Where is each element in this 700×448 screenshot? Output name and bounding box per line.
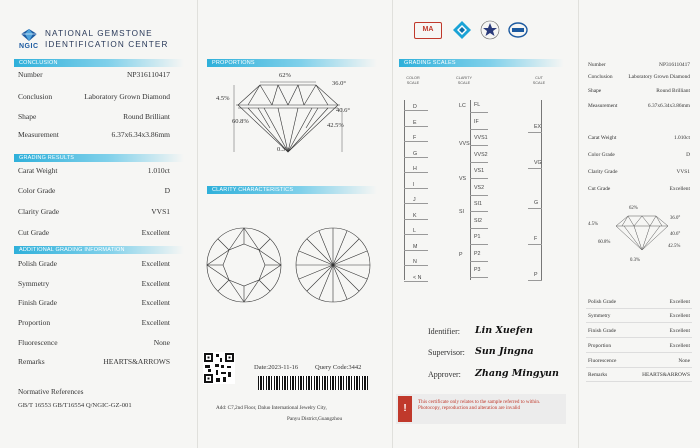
row-value: Excellent xyxy=(669,299,690,305)
row-value: VVS1 xyxy=(151,207,170,216)
table-row xyxy=(18,92,170,101)
cma-badge xyxy=(414,22,442,39)
row-label: Conclusion xyxy=(588,74,613,80)
color-grade-label: L xyxy=(413,228,416,234)
row-divider xyxy=(586,308,692,309)
summary-row xyxy=(588,328,690,334)
row-label: Symmetry xyxy=(18,279,50,288)
section-grading-scales: GRADING SCALES xyxy=(399,59,564,67)
clarity-grade-label: FL xyxy=(474,102,481,108)
crown-view-diagram xyxy=(204,225,284,310)
prop-crown-height: 4.5% xyxy=(216,95,230,102)
clarity-grade-label: P2 xyxy=(474,250,481,257)
brand-title-line2: IDENTIFICATION CENTER xyxy=(45,40,169,49)
table-row xyxy=(18,130,170,139)
clarity-grade-label: SI1 xyxy=(474,201,482,207)
signature-label: Supervisor: xyxy=(428,348,465,357)
row-label: Clarity Grade xyxy=(588,169,618,175)
clarity-scale-tick xyxy=(470,178,488,179)
row-divider xyxy=(586,322,692,323)
row-value: 1.010ct xyxy=(673,135,690,141)
color-grade-label: E xyxy=(413,119,417,126)
color-scale-tick xyxy=(404,234,428,235)
summary-proportions-diagram xyxy=(612,212,672,257)
table-row xyxy=(18,228,170,237)
row-label: Finish Grade xyxy=(18,298,57,307)
clarity-main-label: P xyxy=(459,252,463,258)
row-label: Number xyxy=(588,62,606,68)
brand-abbr: NGIC xyxy=(19,43,39,50)
row-divider xyxy=(586,367,692,368)
clarity-scale-head: CLARITY SCALE xyxy=(455,76,473,85)
row-value: Excellent xyxy=(141,259,170,268)
summary-row xyxy=(588,88,690,94)
color-scale-tick xyxy=(404,281,428,282)
summary-row xyxy=(588,74,690,80)
table-row xyxy=(18,298,170,307)
summary-row xyxy=(588,358,690,364)
clarity-grade-label: IF xyxy=(474,118,479,125)
row-value: Excellent xyxy=(141,228,170,237)
row-label: Clarity Grade xyxy=(18,207,60,216)
color-scale-tick xyxy=(404,157,428,158)
clarity-grade-label: VS1 xyxy=(474,168,485,174)
table-row xyxy=(18,207,170,216)
row-value: HEARTS&ARROWS xyxy=(103,357,170,366)
prop-crown-angle: 36.0° xyxy=(332,80,346,87)
barcode xyxy=(258,376,368,390)
clarity-scale-tick xyxy=(470,261,488,262)
signature-name: Lin Xuefen xyxy=(475,325,533,336)
table-row xyxy=(18,112,170,121)
sum-prop-pavilion-depth: 42.5% xyxy=(668,244,681,249)
row-value: None xyxy=(678,358,690,364)
row-value: NP316110417 xyxy=(126,70,170,79)
row-value: VVS1 xyxy=(676,169,690,175)
row-label: Finish Grade xyxy=(588,328,616,334)
color-scale-tick xyxy=(404,110,428,111)
row-value: NP316110417 xyxy=(659,62,690,68)
color-grade-label: < N xyxy=(413,274,422,281)
brand-title-line1: NATIONAL GEMSTONE xyxy=(45,29,153,38)
color-scale-head: COLOR SCALE xyxy=(406,76,420,85)
normative-title: Normative References xyxy=(18,387,84,396)
table-row xyxy=(18,70,170,79)
qr-code-icon xyxy=(203,352,235,389)
color-grade-label: F xyxy=(413,135,417,141)
summary-row xyxy=(588,135,690,141)
sum-prop-table: 62% xyxy=(629,206,638,211)
clarity-scale-tick xyxy=(470,129,488,130)
row-label: Cut Grade xyxy=(18,228,50,237)
sum-prop-total-depth: 60.8% xyxy=(598,240,611,245)
sum-prop-crown-angle: 36.0° xyxy=(670,216,681,221)
summary-row xyxy=(588,152,690,158)
address-line2: Panyu District,Guangzhou xyxy=(287,416,343,422)
clarity-grade-label: VS2 xyxy=(474,184,485,191)
color-scale-tick xyxy=(404,188,428,189)
color-scale-tick xyxy=(404,141,428,142)
clarity-scale-tick xyxy=(470,162,488,163)
cut-scale-tick xyxy=(528,244,542,245)
clarity-main-label: LC xyxy=(459,103,466,109)
color-scale-tick xyxy=(404,250,428,251)
table-row xyxy=(18,259,170,268)
cut-grade-label: EX xyxy=(534,124,542,130)
clarity-scale-tick xyxy=(470,211,488,212)
row-label: Number xyxy=(18,70,43,79)
signature-name: Zhang Mingyun xyxy=(475,368,559,379)
row-label: Measurement xyxy=(18,130,59,139)
summary-row xyxy=(588,103,690,109)
signature-label: Approver: xyxy=(428,370,461,379)
clarity-scale-tick xyxy=(470,112,488,113)
row-label: Conclusion xyxy=(18,92,53,101)
summary-row xyxy=(588,186,690,192)
row-value: Excellent xyxy=(141,279,170,288)
clarity-scale-tick xyxy=(470,195,488,196)
row-value: Round Brilliant xyxy=(123,112,170,121)
color-scale-tick xyxy=(404,203,428,204)
summary-row xyxy=(588,313,690,319)
color-scale-tick xyxy=(404,126,428,127)
row-label: Symmetry xyxy=(588,313,611,319)
row-label: Remarks xyxy=(18,357,45,366)
address-line1: Add: C7,2nd Floor, Daluo International Jewelry City, xyxy=(216,405,327,411)
row-label: Carat Weight xyxy=(588,135,617,141)
clarity-grade-label: VVS1 xyxy=(474,135,488,141)
table-row xyxy=(18,279,170,288)
row-value: Excellent xyxy=(669,186,690,192)
warning-icon: ! xyxy=(398,396,412,422)
star-badge-icon xyxy=(480,20,500,45)
clarity-scale-tick xyxy=(470,244,488,245)
row-value: Laboratory Grown Diamond xyxy=(628,74,690,80)
cut-scale-tick xyxy=(528,168,542,169)
pavilion-view-diagram xyxy=(293,225,373,310)
clarity-scale-tick xyxy=(470,145,488,146)
table-row xyxy=(18,338,170,347)
summary-row xyxy=(588,299,690,305)
section-additional: ADDITIONAL GRADING INFORMATION xyxy=(14,246,184,254)
row-label: Proportion xyxy=(588,343,612,349)
prop-pavilion-angle: 40.6° xyxy=(336,107,350,114)
sum-prop-crown-height: 4.5% xyxy=(588,222,598,227)
cut-scale-line xyxy=(541,100,542,280)
clarity-scale-line xyxy=(470,100,471,280)
row-divider xyxy=(586,337,692,338)
color-scale-tick xyxy=(404,172,428,173)
row-value: 6.37x6.34x3.86mm xyxy=(111,130,170,139)
row-label: Shape xyxy=(588,88,602,94)
fold-line xyxy=(197,0,198,448)
summary-row xyxy=(588,169,690,175)
color-scale-tick xyxy=(404,219,428,220)
color-grade-label: D xyxy=(413,104,417,110)
sum-prop-pavilion-angle: 40.6° xyxy=(670,232,681,237)
row-value: Excellent xyxy=(141,298,170,307)
row-value: Laboratory Grown Diamond xyxy=(84,92,170,101)
clarity-grade-label: VVS2 xyxy=(474,151,488,158)
row-value: 6.37x6.34x3.86mm xyxy=(647,103,690,109)
row-value: Excellent xyxy=(669,328,690,334)
table-row xyxy=(18,318,170,327)
clarity-main-label: SI xyxy=(459,209,465,215)
table-row xyxy=(18,357,170,366)
row-label: Shape xyxy=(18,112,37,121)
notice-text: This certificate only relates to the sample referred to within. Photocopy, reproduction and alteration are invalid xyxy=(418,399,541,411)
clarity-grade-label: SI2 xyxy=(474,217,482,224)
cut-scale-tick xyxy=(528,132,542,133)
row-value: Round Brilliant xyxy=(656,88,690,94)
sum-prop-culet: 0.3% xyxy=(630,258,640,263)
color-grade-label: K xyxy=(413,212,417,219)
clarity-main-label: VVS xyxy=(459,141,470,147)
section-proportions: PROPORTIONS xyxy=(207,59,377,67)
cut-grade-label: VG xyxy=(534,160,542,166)
row-value: HEARTS&ARROWS xyxy=(642,372,690,378)
color-grade-label: G xyxy=(413,150,418,157)
row-value: D xyxy=(164,186,170,195)
row-value: 1.010ct xyxy=(147,166,170,175)
signature-name: Sun Jingna xyxy=(475,346,534,357)
clarity-scale-tick xyxy=(470,228,488,229)
prop-total-depth: 60.8% xyxy=(232,118,249,125)
summary-row xyxy=(588,343,690,349)
row-label: Fluorescence xyxy=(588,358,617,364)
color-scale-tick xyxy=(404,265,428,266)
prop-table: 62% xyxy=(279,72,291,79)
prop-culet: 0.3% xyxy=(277,146,291,153)
table-row xyxy=(18,186,170,195)
color-grade-label: M xyxy=(413,243,418,250)
row-label: Carat Weight xyxy=(18,166,58,175)
color-grade-label: N xyxy=(413,259,417,265)
cut-grade-label: P xyxy=(534,272,538,278)
row-label: Color Grade xyxy=(588,152,615,158)
color-grade-label: J xyxy=(413,197,416,203)
cut-scale-tick xyxy=(528,280,542,281)
row-label: Polish Grade xyxy=(18,259,57,268)
row-value: None xyxy=(153,338,170,347)
row-label: Remarks xyxy=(588,372,608,378)
row-label: Proportion xyxy=(18,318,51,327)
cut-grade-label: F xyxy=(534,236,538,242)
fold-line xyxy=(578,0,579,448)
row-label: Measurement xyxy=(588,103,618,109)
color-scale-line xyxy=(404,100,405,280)
clarity-main-label: VS xyxy=(459,176,467,182)
diamond-badge-icon xyxy=(452,20,472,45)
color-grade-label: I xyxy=(413,181,415,188)
table-row xyxy=(18,166,170,175)
clarity-grade-label: P3 xyxy=(474,267,481,273)
lab-badge-icon xyxy=(508,22,528,43)
row-value: Excellent xyxy=(669,343,690,349)
clarity-scale-tick xyxy=(470,277,488,278)
fold-line xyxy=(392,0,393,448)
row-divider xyxy=(586,352,692,353)
issue-date: Date:2023-11-16 xyxy=(254,364,299,371)
row-label: Fluorescence xyxy=(18,338,58,347)
row-label: Color Grade xyxy=(18,186,56,195)
clarity-grade-label: P1 xyxy=(474,234,481,240)
section-conclusion: CONCLUSION xyxy=(14,59,184,67)
normative-refs: GB/T 16553 GB/T16554 Q/NGIC-GZ-001 xyxy=(18,402,132,409)
row-label: Polish Grade xyxy=(588,299,616,305)
signature-label: Identifier: xyxy=(428,327,460,336)
cut-grade-label: G xyxy=(534,200,539,206)
row-value: Excellent xyxy=(141,318,170,327)
row-label: Cut Grade xyxy=(588,186,611,192)
row-value: D xyxy=(686,152,690,158)
cma-badge-text: MA xyxy=(422,26,434,33)
summary-row xyxy=(588,62,690,68)
cut-scale-tick xyxy=(528,208,542,209)
section-clarity-characteristics: CLARITY CHARACTERISTICS xyxy=(207,186,377,194)
cut-scale-head: CUT SCALE xyxy=(532,76,546,85)
query-code: Query Code:3442 xyxy=(315,364,362,371)
summary-row xyxy=(588,372,690,378)
section-grading-results: GRADING RESULTS xyxy=(14,154,184,162)
color-grade-label: H xyxy=(413,166,417,172)
row-value: Excellent xyxy=(669,313,690,319)
prop-pavilion-depth: 42.5% xyxy=(327,122,344,129)
row-divider xyxy=(586,381,692,382)
